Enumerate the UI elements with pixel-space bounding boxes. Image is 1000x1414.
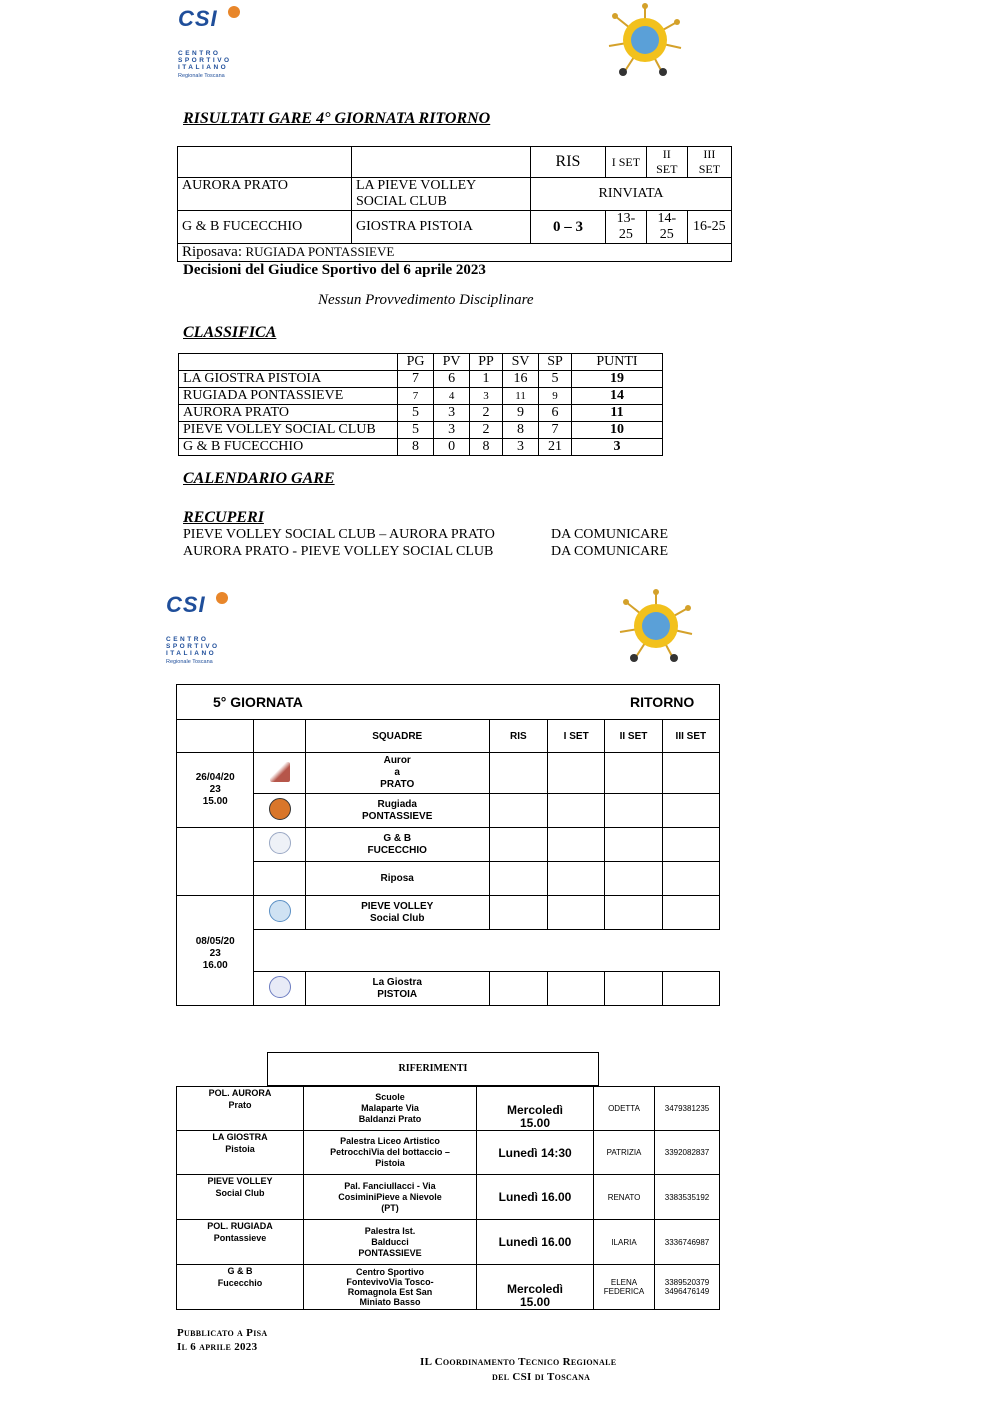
ref-venue: Centro Sportivo FontevivoVia Tosco- Romagnola Est San Miniato Basso bbox=[304, 1265, 477, 1310]
match-date: 26/04/20 23 15.00 bbox=[177, 753, 254, 828]
team-name: Rugiada PONTASSIEVE bbox=[305, 794, 489, 828]
table-row bbox=[178, 178, 732, 211]
stat-cell: 6 bbox=[539, 405, 572, 422]
decisions-title: Decisioni del Giudice Sportivo del 6 aprile 2023 bbox=[183, 262, 486, 278]
giostra-team-icon bbox=[269, 976, 291, 998]
csi-logo-ball-icon bbox=[228, 6, 240, 18]
ref-team: POL. AURORA Prato bbox=[177, 1087, 304, 1131]
table-row bbox=[177, 794, 720, 828]
points-cell: 14 bbox=[572, 388, 663, 405]
table-row bbox=[179, 439, 663, 456]
ref-team: G & B Fucecchio bbox=[177, 1265, 304, 1310]
table-row bbox=[177, 1087, 720, 1131]
organization-line: del CSI di Toscana bbox=[492, 1371, 591, 1383]
round-title: 5° GIORNATA bbox=[213, 694, 303, 710]
ref-contact: ODETTA bbox=[594, 1087, 655, 1131]
ref-phone: 3479381235 bbox=[655, 1087, 720, 1131]
header-pp: PP bbox=[470, 354, 503, 371]
stat-cell: 3 bbox=[470, 388, 503, 405]
csi-logo-line: ITALIANO bbox=[166, 650, 217, 657]
ref-team: LA GIOSTRA Pistoia bbox=[177, 1131, 304, 1175]
calendar-title: CALENDARIO GARE bbox=[183, 470, 335, 487]
csi-logo-region: Regionale Toscana bbox=[166, 659, 213, 665]
csi-logo-line: ITALIANO bbox=[178, 64, 229, 71]
schedule-header bbox=[176, 684, 720, 720]
rest-row bbox=[178, 244, 732, 262]
points-cell: 19 bbox=[572, 371, 663, 388]
header-pg: PG bbox=[398, 354, 434, 371]
csi-logo-ball-icon bbox=[216, 592, 228, 604]
header-set1: I SET bbox=[606, 147, 647, 178]
set2-score: 14-25 bbox=[646, 211, 687, 244]
table-row bbox=[179, 405, 663, 422]
away-team: GIOSTRA PISTOIA bbox=[352, 211, 531, 244]
ref-venue: Pal. Fanciullacci - Via CosiminiPieve a Nievole (PT) bbox=[304, 1175, 477, 1220]
stat-cell: 5 bbox=[398, 422, 434, 439]
team-name: PIEVE VOLLEY Social Club bbox=[305, 896, 489, 930]
header-set1: I SET bbox=[548, 720, 605, 753]
team-name: Riposa bbox=[305, 862, 489, 896]
table-row bbox=[177, 896, 720, 930]
ref-contact: PATRIZIA bbox=[594, 1131, 655, 1175]
references-header bbox=[267, 1052, 599, 1086]
set1-score: 13-25 bbox=[606, 211, 647, 244]
results-title: RISULTATI GARE 4° GIORNATA RITORNO bbox=[183, 110, 491, 127]
header-set2: II SET bbox=[605, 720, 662, 753]
decisions-text: Nessun Provvedimento Disciplinare bbox=[318, 292, 534, 308]
points-cell: 11 bbox=[572, 405, 663, 422]
ref-day: Lunedì 16.00 bbox=[477, 1220, 594, 1265]
team-name: RUGIADA PONTASSIEVE bbox=[179, 388, 398, 405]
stat-cell: 3 bbox=[434, 405, 470, 422]
schedule-table bbox=[176, 719, 720, 1006]
ref-day: Lunedì 16.00 bbox=[477, 1175, 594, 1220]
stat-cell: 11 bbox=[503, 388, 539, 405]
aurora-team-icon bbox=[270, 762, 290, 782]
stat-cell: 9 bbox=[503, 405, 539, 422]
points-cell: 10 bbox=[572, 422, 663, 439]
table-row bbox=[177, 1175, 720, 1220]
csi-logo-mark: CSI bbox=[166, 592, 206, 617]
ref-team: PIEVE VOLLEY Social Club bbox=[177, 1175, 304, 1220]
header-set2: II SET bbox=[646, 147, 687, 178]
set3-score: 16-25 bbox=[687, 211, 731, 244]
table-row bbox=[179, 388, 663, 405]
csi-logo bbox=[178, 6, 248, 79]
table-row bbox=[177, 1131, 720, 1175]
ref-phone: 3392082837 bbox=[655, 1131, 720, 1175]
results-table bbox=[177, 146, 732, 262]
header-sp: SP bbox=[539, 354, 572, 371]
match-date: 08/05/20 23 16.00 bbox=[177, 896, 254, 972]
points-cell: 3 bbox=[572, 439, 663, 456]
ref-phone: 3383535192 bbox=[655, 1175, 720, 1220]
standings-title: CLASSIFICA bbox=[183, 324, 277, 341]
rest-label: Riposava: bbox=[182, 244, 242, 260]
references-table bbox=[176, 1086, 720, 1310]
ref-day: Mercoledì 15.00 bbox=[477, 1265, 594, 1310]
header-pv: PV bbox=[434, 354, 470, 371]
header-ris: RIS bbox=[489, 720, 547, 753]
round-phase: RITORNO bbox=[630, 694, 695, 710]
ref-contact: RENATO bbox=[594, 1175, 655, 1220]
team-name: AURORA PRATO bbox=[179, 405, 398, 422]
sun-globe-logo bbox=[616, 588, 696, 664]
team-name: La Giostra PISTOIA bbox=[305, 972, 489, 1006]
recovery-match: AURORA PRATO - PIEVE VOLLEY SOCIAL CLUB bbox=[183, 544, 494, 559]
csi-logo-line: SPORTIVO bbox=[178, 57, 232, 64]
stat-cell: 8 bbox=[398, 439, 434, 456]
team-name: G & B FUCECCHIO bbox=[305, 828, 489, 862]
ref-phone: 3336746987 bbox=[655, 1220, 720, 1265]
table-row bbox=[177, 1220, 720, 1265]
team-name: G & B FUCECCHIO bbox=[179, 439, 398, 456]
table-row bbox=[177, 1265, 720, 1310]
stat-cell: 2 bbox=[470, 405, 503, 422]
organization-line: IL Coordinamento Tecnico Regionale bbox=[420, 1356, 617, 1368]
csi-logo-line: CENTRO bbox=[178, 50, 221, 57]
table-row bbox=[179, 422, 663, 439]
stat-cell: 8 bbox=[470, 439, 503, 456]
recoveries-title: RECUPERI bbox=[183, 509, 264, 526]
csi-logo-region: Regionale Toscana bbox=[178, 73, 225, 79]
table-row bbox=[179, 354, 663, 371]
header-punti: PUNTI bbox=[572, 354, 663, 371]
header-ris: RIS bbox=[531, 147, 606, 178]
ref-contact: ELENA FEDERICA bbox=[594, 1265, 655, 1310]
team-name: PIEVE VOLLEY SOCIAL CLUB bbox=[179, 422, 398, 439]
away-team: LA PIEVE VOLLEY SOCIAL CLUB bbox=[352, 178, 531, 211]
table-row bbox=[177, 720, 720, 753]
ref-team: POL. RUGIADA Pontassieve bbox=[177, 1220, 304, 1265]
rugiada-team-icon bbox=[269, 798, 291, 820]
ref-venue: Palestra Liceo Artistico PetrocchiVia del bottaccio – Pistoia bbox=[304, 1131, 477, 1175]
ref-venue: Palestra Ist. Balducci PONTASSIEVE bbox=[304, 1220, 477, 1265]
stat-cell: 7 bbox=[539, 422, 572, 439]
ref-day: Lunedì 14:30 bbox=[477, 1131, 594, 1175]
recovery-match: PIEVE VOLLEY SOCIAL CLUB – AURORA PRATO bbox=[183, 527, 495, 542]
table-row bbox=[177, 972, 720, 1006]
team-name: LA GIOSTRA PISTOIA bbox=[179, 371, 398, 388]
csi-logo bbox=[166, 592, 236, 665]
ref-venue: Scuole Malaparte Via Baldanzi Prato bbox=[304, 1087, 477, 1131]
stat-cell: 16 bbox=[503, 371, 539, 388]
header-set3: III SET bbox=[662, 720, 719, 753]
csi-logo-line: CENTRO bbox=[166, 636, 209, 643]
header-sv: SV bbox=[503, 354, 539, 371]
table-row bbox=[179, 371, 663, 388]
team-name: Auror a PRATO bbox=[305, 753, 489, 794]
recovery-when: DA COMUNICARE bbox=[551, 544, 669, 559]
home-team: G & B FUCECCHIO bbox=[178, 211, 352, 244]
stat-cell: 8 bbox=[503, 422, 539, 439]
references-title: RIFERIMENTI bbox=[398, 1063, 468, 1074]
stat-cell: 21 bbox=[539, 439, 572, 456]
stat-cell: 4 bbox=[434, 388, 470, 405]
published-place: Pubblicato a Pisa bbox=[177, 1327, 268, 1339]
home-team: AURORA PRATO bbox=[178, 178, 352, 211]
stat-cell: 1 bbox=[470, 371, 503, 388]
stat-cell: 5 bbox=[539, 371, 572, 388]
recovery-when: DA COMUNICARE bbox=[551, 527, 669, 542]
fucecchio-team-icon bbox=[269, 832, 291, 854]
match-status: RINVIATA bbox=[531, 178, 732, 211]
stat-cell: 2 bbox=[470, 422, 503, 439]
csi-logo-line: SPORTIVO bbox=[166, 643, 220, 650]
ref-phone: 3389520379 3496476149 bbox=[655, 1265, 720, 1310]
rest-team: RUGIADA PONTASSIEVE bbox=[245, 244, 395, 259]
ref-contact: ILARIA bbox=[594, 1220, 655, 1265]
stat-cell: 0 bbox=[434, 439, 470, 456]
stat-cell: 7 bbox=[398, 388, 434, 405]
match-result: 0 – 3 bbox=[531, 211, 606, 244]
stat-cell: 5 bbox=[398, 405, 434, 422]
table-row bbox=[178, 244, 732, 262]
spacer-row bbox=[177, 930, 720, 972]
header-squadre: SQUADRE bbox=[305, 720, 489, 753]
table-row bbox=[177, 862, 720, 896]
stat-cell: 9 bbox=[539, 388, 572, 405]
header-set3: III SET bbox=[687, 147, 731, 178]
stat-cell: 3 bbox=[503, 439, 539, 456]
table-row bbox=[178, 211, 732, 244]
table-row bbox=[178, 147, 732, 178]
table-row bbox=[177, 828, 720, 862]
table-row bbox=[177, 753, 720, 794]
stat-cell: 7 bbox=[398, 371, 434, 388]
ref-day: Mercoledì 15.00 bbox=[477, 1087, 594, 1131]
standings-table bbox=[178, 353, 663, 456]
pieve-team-icon bbox=[269, 900, 291, 922]
published-date: Il 6 aprile 2023 bbox=[177, 1341, 258, 1353]
sun-globe-logo bbox=[605, 2, 685, 78]
csi-logo-mark: CSI bbox=[178, 6, 218, 31]
stat-cell: 3 bbox=[434, 422, 470, 439]
stat-cell: 6 bbox=[434, 371, 470, 388]
